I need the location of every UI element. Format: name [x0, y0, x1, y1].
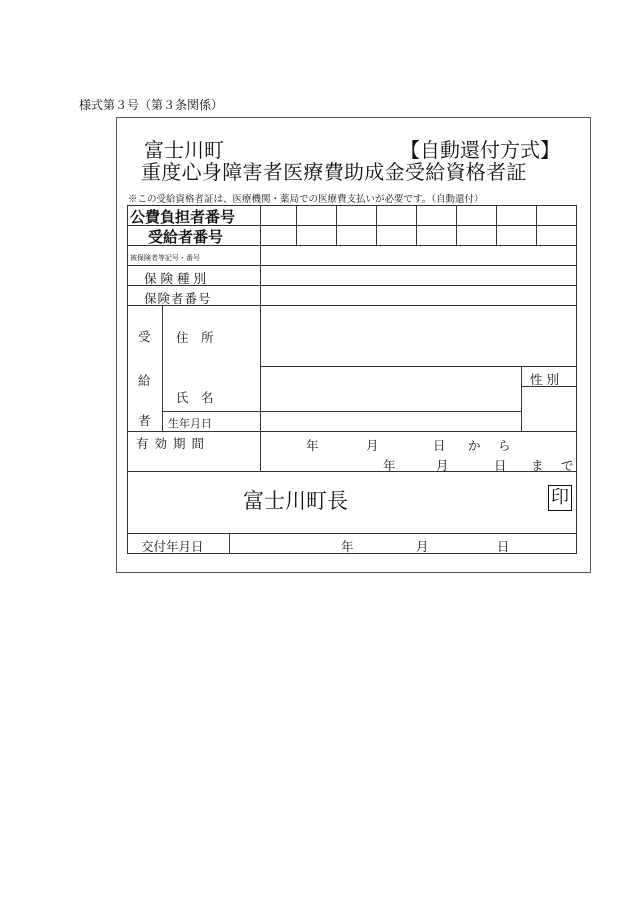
validity-from-year: 年 [306, 438, 319, 453]
validity-to-month: 月 [436, 458, 449, 473]
validity-to-ma: ま [531, 458, 544, 473]
digit-box-line [456, 205, 457, 245]
validity-from-month: 月 [366, 438, 379, 453]
validity-to-de: で [561, 458, 574, 473]
grid-line [127, 265, 576, 266]
issue-year: 年 [341, 539, 354, 554]
digit-box-line [296, 205, 297, 245]
validity-from-ka: か [468, 438, 481, 453]
form-number-label: 様式第３号（第３条関係） [79, 98, 224, 112]
recipient-number-label: 受給者番号 [148, 228, 224, 246]
recipient-side-char: 受 [138, 329, 151, 344]
issue-day: 日 [497, 539, 510, 554]
digit-box-line [376, 205, 377, 245]
digit-box-line [536, 205, 537, 245]
birthdate-label: 生年月日 [168, 417, 212, 430]
grid-line [162, 411, 521, 412]
issue-date-label: 交付年月日 [141, 539, 204, 554]
grid-line [127, 533, 576, 534]
validity-label: 有効期間 [136, 436, 211, 451]
recipient-side-char: 給 [138, 373, 151, 388]
grid-line [162, 305, 163, 431]
insured-symbol-label: 被保険者等記号・番号 [130, 254, 200, 262]
certificate-title: 重度心身障害者医療費助成金受給資格者証 [141, 160, 527, 184]
validity-from-day: 日 [433, 438, 446, 453]
grid-line [127, 471, 576, 472]
digit-box-line [496, 205, 497, 245]
refund-method: 【自動還付方式】 [400, 138, 560, 162]
grid-line [127, 205, 128, 554]
grid-line [521, 366, 522, 431]
address-label: 住 所 [176, 330, 214, 345]
payer-number-label: 公費負担者番号 [130, 208, 236, 226]
grid-line [260, 205, 261, 471]
validity-from-ra: ら [498, 438, 511, 453]
grid-line [576, 205, 577, 554]
grid-line [229, 533, 230, 553]
town-name: 富士川町 [144, 138, 224, 162]
digit-box-line [336, 205, 337, 245]
seal-stamp: 印 [548, 485, 572, 511]
grid-line [127, 431, 576, 432]
insurer-number-label: 保険者番号 [144, 291, 212, 306]
digit-box-line [416, 205, 417, 245]
insurance-type-label: 保険種別 [144, 271, 211, 286]
validity-to-day: 日 [494, 458, 507, 473]
issue-month: 月 [416, 539, 429, 554]
recipient-side-char: 者 [138, 413, 151, 428]
validity-to-year: 年 [383, 458, 396, 473]
sex-label: 性 別 [530, 372, 559, 387]
name-label: 氏 名 [176, 390, 214, 405]
mayor-title: 富士川町長 [243, 489, 348, 513]
grid-line [260, 366, 576, 367]
payment-note: ※この受給資格者証は、医療機関・薬局での医療費支払いが必要です。（自動還付） [128, 194, 484, 205]
